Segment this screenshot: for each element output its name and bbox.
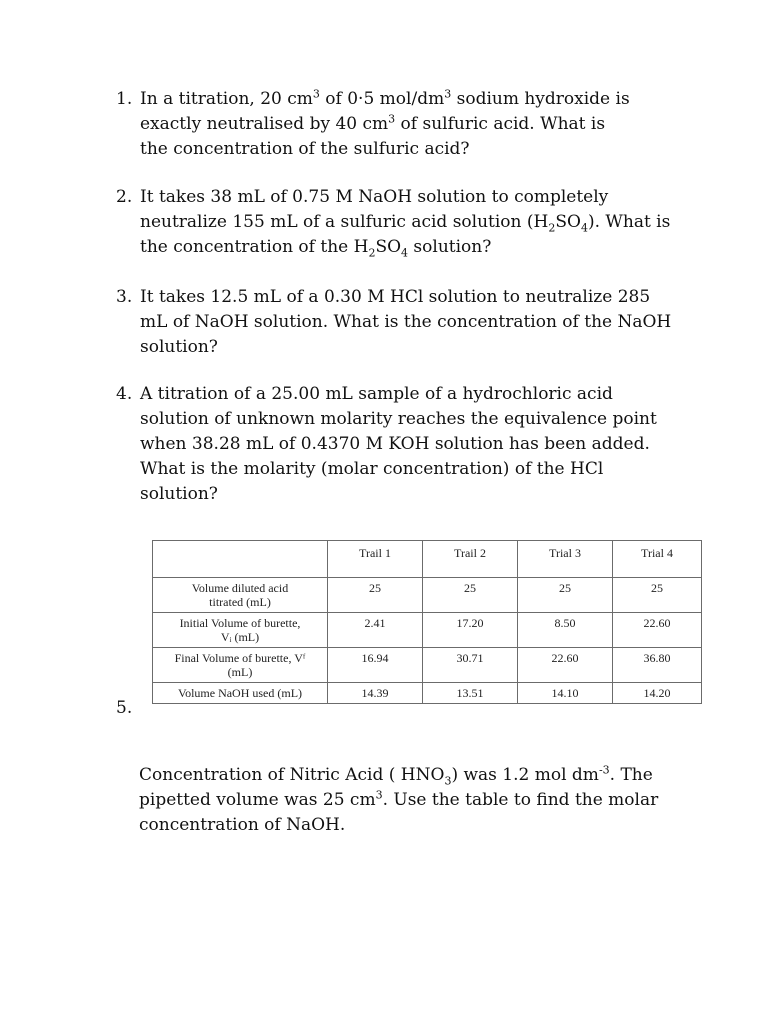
table-row-label-line: Initial Volume of burette, [179, 616, 301, 630]
superscript: 3 [312, 87, 320, 101]
superscript: 3 [375, 788, 383, 802]
question-3 [116, 285, 696, 360]
table-row-label-line: Vᵢ (mL) [220, 630, 260, 644]
superscript: 3 [444, 87, 452, 101]
question-2 [116, 185, 696, 260]
table-row [153, 613, 702, 648]
table-header-cell: Trail 1 [328, 541, 423, 578]
superscript: -3 [598, 763, 610, 777]
table-cell: 36.80 [613, 648, 702, 683]
question-text [140, 382, 696, 507]
text-line: when 38.28 mL of 0.4370 M KOH solution has been added. [140, 434, 650, 454]
text-line: solution? [140, 484, 218, 504]
table-cell: 25 [518, 578, 613, 613]
text-line: solution? [140, 337, 218, 357]
table-cell: 22.60 [613, 613, 702, 648]
question-5-number: 5. [116, 698, 133, 718]
table-cell: 25 [613, 578, 702, 613]
question-text [140, 87, 696, 162]
table-row-label-line: (mL) [227, 665, 253, 679]
table-cell: 16.94 [328, 648, 423, 683]
text-line: pipetted volume was 25 $cm^3$. Use the table to find the molar [139, 788, 659, 810]
table-header-cell: Trial 4 [613, 541, 702, 578]
text-line: the concentration of the $H_2SO_4$ solution? [140, 237, 492, 260]
question-number: 1. [116, 89, 133, 109]
table-cell: 25 [328, 578, 423, 613]
table-row-label-line: titrated (mL) [209, 595, 271, 609]
text-line: Concentration of Nitric Acid ( $HNO_3$) was 1.2 mol $dm^{-3}$. The [139, 763, 653, 788]
table-cell: 30.71 [423, 648, 518, 683]
table-cell: 2.41 [328, 613, 423, 648]
table-cell: 8.50 [518, 613, 613, 648]
subscript: 4 [401, 246, 409, 260]
text-line: exactly neutralised by 40 $cm^3$ of sulfuric acid. What is [140, 112, 606, 134]
question-number: 2. [116, 187, 133, 207]
table-header-cell [153, 541, 328, 578]
superscript: 3 [388, 112, 396, 126]
text-line: the concentration of the sulfuric acid? [140, 139, 470, 159]
text-line: solution of unknown molarity reaches the equivalence point [140, 409, 657, 429]
question-4 [116, 382, 696, 507]
table-cell: 13.51 [423, 683, 518, 704]
question-1 [116, 87, 696, 162]
table-row-label-line: Final Volume of burette, Vᶠ [174, 651, 306, 665]
text-line: A titration of a 25.00 mL sample of a hydrochloric acid [140, 384, 613, 404]
text-line: mL of NaOH solution. What is the concentration of the NaOH [140, 312, 672, 332]
table-cell: 14.39 [328, 683, 423, 704]
table-row [153, 648, 702, 683]
text-line: concentration of NaOH. [139, 815, 346, 835]
table-row-label [153, 683, 328, 704]
table-row [153, 683, 702, 704]
titration-table [152, 540, 702, 704]
text-line: It takes 12.5 mL of a 0.30 M HCl solution to neutralize 285 [140, 287, 651, 307]
subscript: 3 [444, 774, 452, 788]
question-text [140, 185, 696, 260]
text-line: neutralize 155 mL of a sulfuric acid solution $(H_2SO_4)$. What is [140, 212, 671, 235]
table-row-label [153, 578, 328, 613]
subscript: 4 [580, 221, 588, 235]
table-cell: 14.10 [518, 683, 613, 704]
table-row-label [153, 613, 328, 648]
table-row-label [153, 648, 328, 683]
question-number: 4. [116, 384, 133, 404]
table-row-label-line: Volume NaOH used (mL) [177, 686, 303, 700]
subscript: 2 [548, 221, 556, 235]
table-cell: 17.20 [423, 613, 518, 648]
titration-table-wrapper [152, 540, 702, 704]
question-5-text [139, 763, 699, 838]
table-header-row [153, 541, 702, 578]
table-cell: 25 [423, 578, 518, 613]
table-header-cell: Trail 2 [423, 541, 518, 578]
text-line: It takes 38 mL of 0.75 M NaOH solution to completely [140, 187, 609, 207]
table-cell: 14.20 [613, 683, 702, 704]
table-header-cell: Trial 3 [518, 541, 613, 578]
question-text [140, 285, 696, 360]
table-cell: 22.60 [518, 648, 613, 683]
text-line: What is the molarity (molar concentration) of the HCl [140, 459, 604, 479]
table-row-label-line: Volume diluted acid [191, 581, 289, 595]
table-row [153, 578, 702, 613]
text-line: In a titration, 20 $cm^3$ of 0·5 mol/$dm^3$ sodium hydroxide is [140, 87, 630, 109]
question-number: 3. [116, 287, 133, 307]
subscript: 2 [368, 246, 376, 260]
